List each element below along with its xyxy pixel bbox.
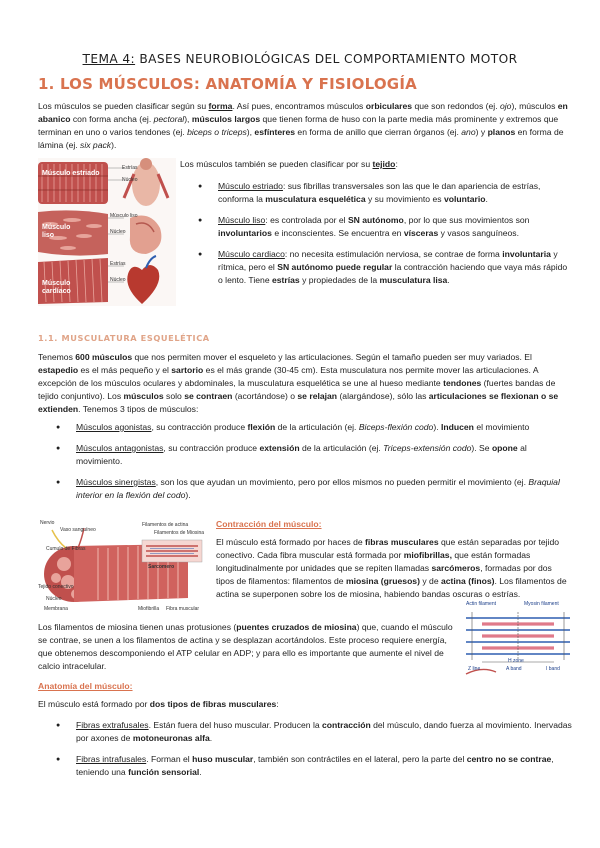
tissue-item-liso: ● Músculo liso: es controlada por el SN autónomo, por lo que sus movimientos son involuntarios e inconscientes. Se encuentra en vísceras y vasos sanguíneos.	[180, 214, 572, 240]
anatomy-paragraph: El músculo está formado por dos tipos de fibras musculares:	[38, 699, 279, 709]
cardiac-muscle-label: Músculo cardíaco	[42, 280, 71, 295]
muscle-structure-figure	[38, 518, 210, 614]
fiber-types-list	[38, 719, 572, 779]
structure-callout-4: Tejido conectivo	[38, 584, 74, 590]
smooth-callout-2: Núcleo	[110, 229, 126, 235]
structure-callout-10: Miofibrilla	[138, 606, 160, 612]
sarcomere-label-2: Myosin filament	[524, 601, 559, 607]
sarcomere-label-3: H zone	[508, 658, 524, 664]
intro-paragraph: Los músculos se pueden clasificar según su forma. Así pues, encontramos músculos orbiculares que son redondos (ej. ojo), músculos en abanico con forma ancha (ej. pectoral), músculos largos que tienen forma de huso con la parte media más prominente y extremos que terminan en uno o varios tendones (ej. biceps o triceps), esfínteres en forma de anillo que cierran órganos (ej. ano) y planos en forma de lámina (ej. six pack).	[38, 101, 568, 150]
smooth-callout-1: Músculo liso	[110, 213, 138, 219]
cardiac-callout-2: Núcleo	[110, 277, 126, 283]
structure-callout-5: Núcleo	[46, 596, 62, 602]
topic-title	[0, 52, 600, 66]
striated-muscle-label: Músculo estriado	[42, 170, 100, 177]
structure-callout-2: Vaso sanguíneo	[60, 527, 96, 533]
tissue-item-estriado: ● Músculo estriado: sus fibrillas transversales son las que le dan apariencia de estrías, conforma la musculatura esquelética y su movimiento es voluntario.	[180, 180, 572, 206]
sarcomere-figure	[462, 600, 574, 680]
topic-rest: BASES NEUROBIOLÓGICAS DEL COMPORTAMIENTO MOTOR	[135, 52, 518, 66]
fiber-item-intrafusales: ● Fibras intrafusales. Forman el huso muscular, también son contráctiles en el lateral, pero la parte del centro no se contrae, teniendo una función sensorial.	[38, 753, 572, 779]
structure-callout-9: Sarcomero	[148, 564, 175, 570]
contraction-paragraph: El músculo está formado por haces de fibras musculares que están separadas por tejido conectivo. Cada fibra muscular está formada por miofibrillas, que están formadas longitudinalmente por unidades que se repiten llamadas sarcómeros, formadas por dos tipos de filamentos: filamentos de miosina (gruesos) y de actina (finos). Los filamentos de actina se superponen sobre los de miosina, habiendo bandas oscuras o estrías.	[216, 537, 567, 599]
tissue-intro: Los músculos también se pueden clasificar por su tejido:	[180, 159, 398, 169]
section-1-1-title: 1.1. MUSCULATURA ESQUELÉTICA	[38, 333, 210, 343]
tissue-types-list	[180, 180, 572, 287]
cardiac-callout-1: Estrías	[110, 261, 126, 267]
role-item-agonistas: ● Músculos agonistas, su contracción produce flexión de la articulación (ej. Biceps-flexión codo). Inducen el movimiento	[38, 421, 572, 434]
topic-prefix: TEMA 4:	[82, 52, 136, 66]
structure-callout-11: Fibra muscular	[166, 606, 200, 612]
myosin-paragraph: Los filamentos de miosina tienen unas protusiones (puentes cruzados de miosina) que, cuando el músculo se contrae, se unen a los filamentos de actina y se desplazan acortándolos. Este proceso requiere energía, que obtenemos descomponiendo el ATP celular en ADP; y para ello es importante que aumente el nivel de calcio intracelular.	[38, 622, 453, 671]
sarcomere-label-4: Z line	[468, 666, 481, 672]
striated-muscle-image	[38, 158, 168, 206]
striated-callout-2: Núcleo	[122, 177, 138, 183]
section-1-title: 1. LOS MÚSCULOS: ANATOMÍA Y FISIOLOGÍA	[38, 75, 417, 93]
contraction-title: Contracción del músculo:	[216, 519, 322, 529]
skeletal-paragraph: Tenemos 600 músculos que nos permiten mover el esqueleto y las articulaciones. Según el tamaño pueden ser muy variados. El estapedio es el más pequeño y el sartorio es el más grande (30-45 cm). Esta musculatura nos permite mover las articulaciones. A excepción de los músculos oculares y abdominales, la musculatura esquelética se une al hueso mediante tendones (fuertes bandas de tejido conjuntivo). Los músculos solo se contraen (acortándose) o se relajan (alargándose), sólo las articulaciones se flexionan o se extienden. Tenemos 3 tipos de músculos:	[38, 352, 559, 414]
sarcomere-label-1: Actin filament	[466, 601, 497, 607]
anatomy-title: Anatomía del músculo:	[38, 681, 133, 691]
structure-callout-7: Filamentos de actina	[142, 522, 189, 528]
structure-callout-3: Cumulo de Fibras	[46, 546, 86, 552]
muscle-types-figure	[38, 158, 176, 306]
muscle-roles-list	[38, 421, 572, 502]
structure-callout-8: Filamentos de Miosina	[154, 530, 205, 536]
striated-callout-1: Estrías	[122, 165, 138, 171]
smooth-muscle-label: Músculo liso	[42, 224, 71, 239]
role-item-sinergistas: ● Músculos sinergistas, son los que ayudan un movimiento, pero por ellos mismos no pueden permitir el movimiento (ej. Braquial interior en la flexión del codo).	[38, 476, 572, 502]
structure-callout-6: Membrana	[44, 606, 68, 612]
structure-callout-1: Nervio	[40, 520, 55, 526]
sarcomere-label-5: A band	[506, 666, 522, 672]
tissue-item-cardiaco: ● Músculo cardiaco: no necesita estimulación nerviosa, se contrae de forma involuntaria y rítmica, pero el SN autónomo puede regular la contracción haciendo que vaya más rápido o lento. Tiene estrías y propiedades de la musculatura lisa.	[180, 248, 572, 287]
role-item-antagonistas: ● Músculos antagonistas, su contracción produce extensión de la articulación (ej. Triceps-extensión codo). Se opone al movimiento.	[38, 442, 572, 468]
fiber-item-extrafusales: ● Fibras extrafusales. Están fuera del huso muscular. Producen la contracción del músculo, dando fuerza al movimiento. Inervadas por axones de motoneuronas alfa.	[38, 719, 572, 745]
sarcomere-label-6: I band	[546, 666, 560, 672]
